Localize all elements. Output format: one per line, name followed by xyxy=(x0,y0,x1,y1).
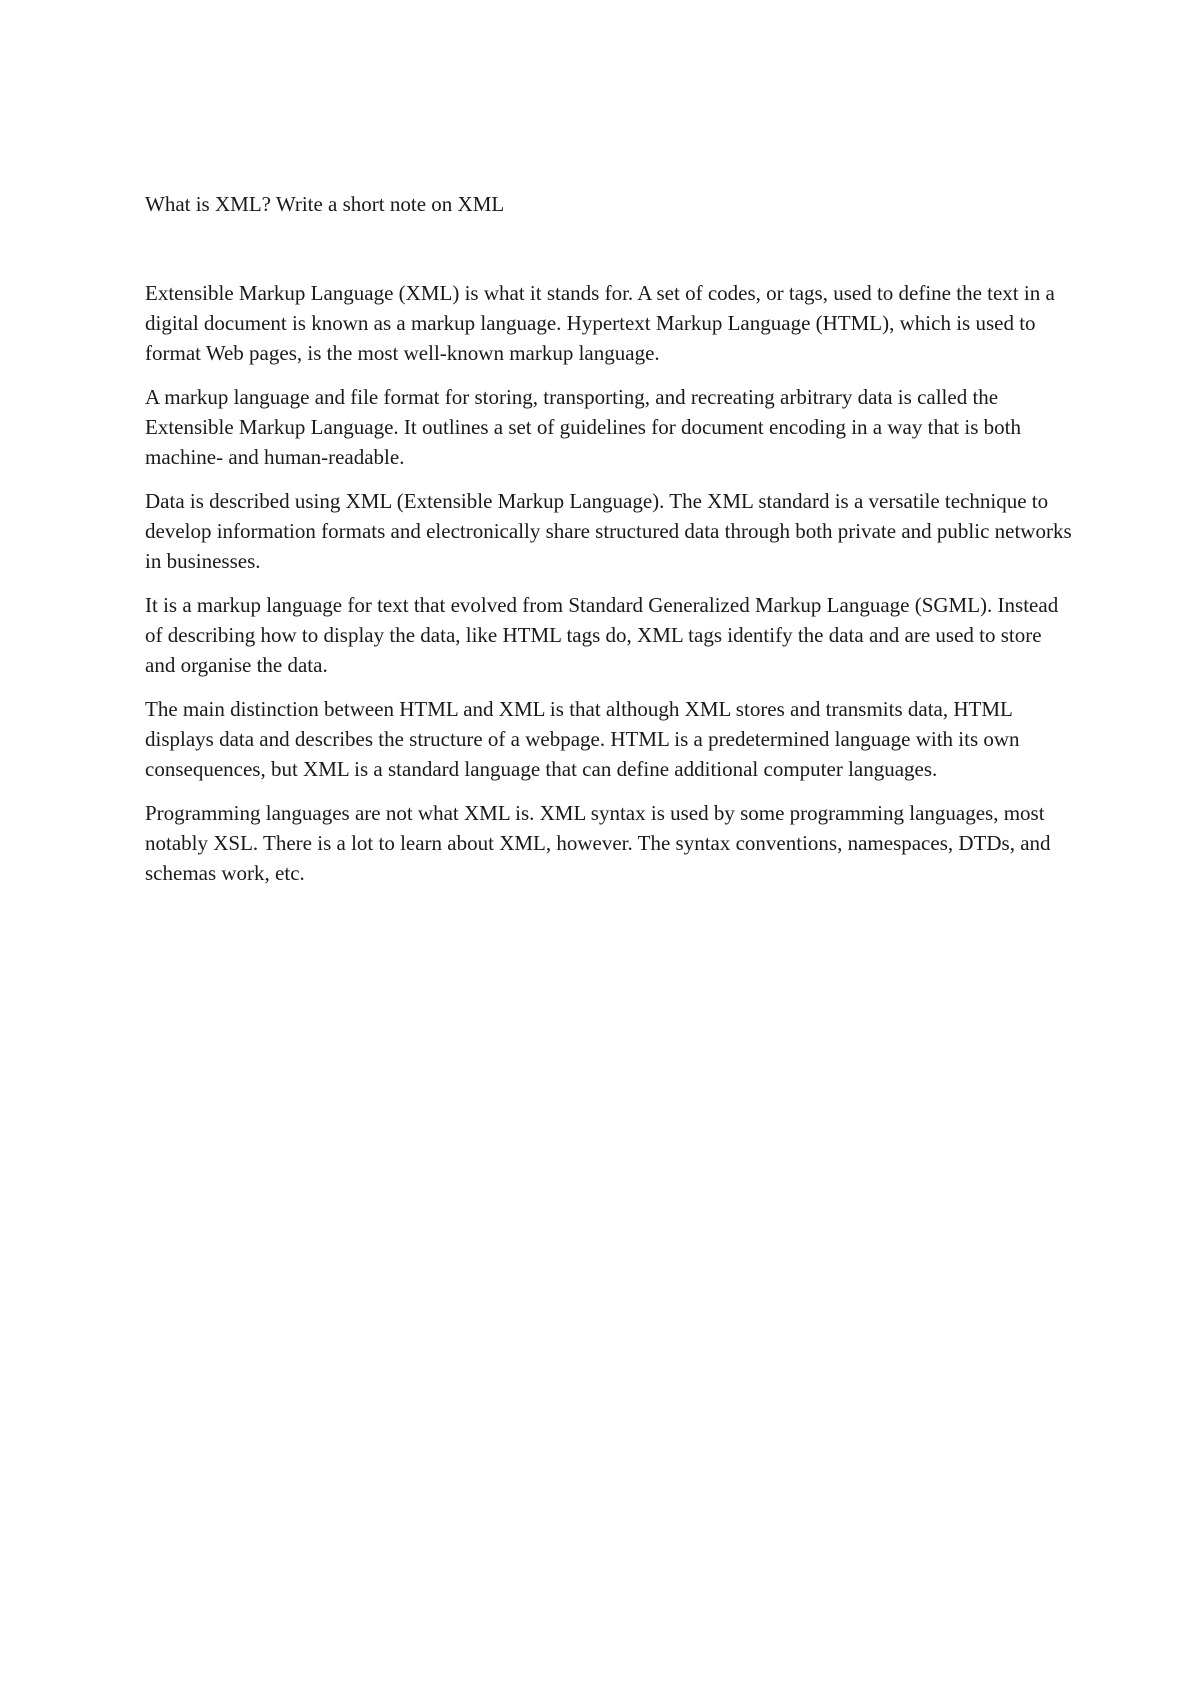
paragraph-6: Programming languages are not what XML is. XML syntax is used by some programming languages, most notably XSL. There is a lot to learn about XML, however. The syntax conventions, namespaces, DTDs, and schemas work, etc. xyxy=(145,801,1051,885)
paragraph-1: Extensible Markup Language (XML) is what it stands for. A set of codes, or tags, used to define the text in a digital document is known as a markup language. Hypertext Markup Language (HTML), which is used to format Web pages, is the most well-known markup language. xyxy=(145,281,1055,365)
document-content xyxy=(145,189,1075,902)
paragraph-5: The main distinction between HTML and XML is that although XML stores and transmits data, HTML displays data and describes the structure of a webpage. HTML is a predetermined language with its own consequences, but XML is a standard language that can define additional computer languages. xyxy=(145,697,1020,781)
document-title: What is XML? Write a short note on XML xyxy=(145,192,505,216)
paragraph-4: It is a markup language for text that evolved from Standard Generalized Markup Language (SGML). Instead of describing how to display the data, like HTML tags do, XML tags identify the data and are used to store and organise the data. xyxy=(145,593,1059,677)
paragraph-3: Data is described using XML (Extensible Markup Language). The XML standard is a versatile technique to develop information formats and electronically share structured data through both private and public networks in businesses. xyxy=(145,489,1072,573)
paragraph-2: A markup language and file format for storing, transporting, and recreating arbitrary data is called the Extensible Markup Language. It outlines a set of guidelines for document encoding in a way that is both machine- and human-readable. xyxy=(145,385,1021,469)
document-body xyxy=(145,278,1075,888)
